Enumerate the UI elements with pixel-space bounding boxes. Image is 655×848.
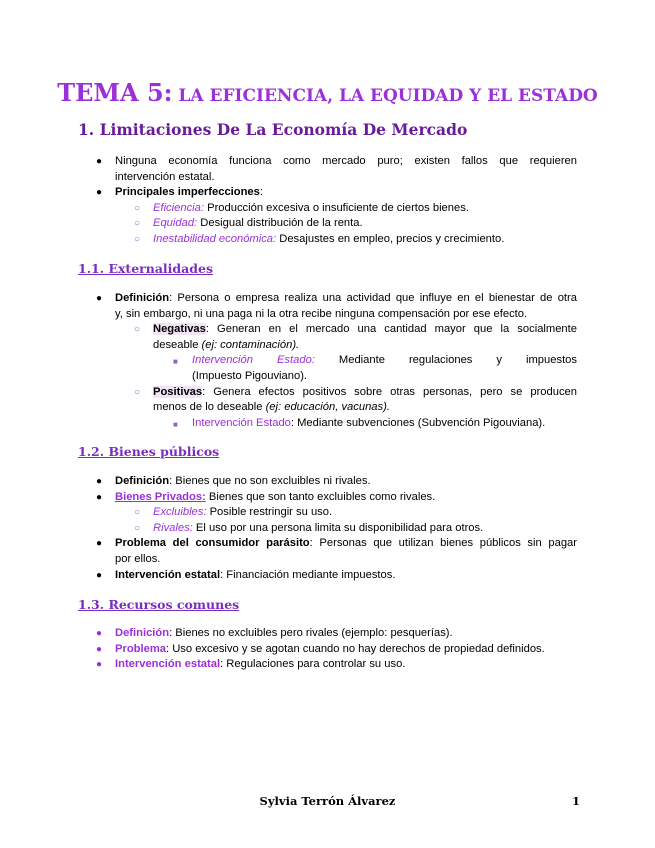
bullet-icon: ●	[96, 293, 103, 304]
positive-label: Positivas	[153, 385, 203, 398]
private-goods-text: Bienes que son tanto excluibles como rivales.	[205, 490, 436, 503]
state-intervention-label: Intervención estatal	[115, 568, 221, 581]
bullet-icon: ●	[96, 643, 103, 655]
imperfection-text: Desajustes en empleo, precios y crecimiento.	[276, 233, 505, 245]
section-1-p1-line2: intervención estatal.	[115, 170, 215, 183]
state-intervention-text: : Financiación mediante impuestos.	[220, 568, 396, 581]
free-rider-line1	[115, 536, 577, 552]
subitem-term: Rivales:	[153, 521, 193, 534]
circle-bullet-icon: ○	[134, 324, 141, 336]
circle-bullet-icon: ○	[134, 522, 141, 534]
imperfection-text: Producción excesiva o insuficiente de ciertos bienes.	[204, 201, 469, 214]
negative-text-2: deseable	[153, 338, 202, 351]
footer-author: Sylvia Terrón Álvarez	[259, 794, 396, 808]
imperfection-item	[153, 232, 504, 248]
section-1-1-heading: 1.1. Externalidades	[78, 261, 213, 276]
positive-text: : Genera efectos positivos sobre otras personas, pero se producen	[202, 385, 577, 398]
free-rider-line2: por ellos.	[115, 553, 161, 565]
subitem-text: El uso por una persona limita su disponibilidad para otros.	[192, 521, 484, 534]
negative-externality-line1	[153, 322, 577, 338]
section-1-2-heading: 1.2. Bienes públicos	[78, 444, 220, 459]
section-1-heading: 1. Limitaciones De La Economía De Mercado	[78, 120, 468, 139]
imperfections-label: Principales imperfecciones	[115, 186, 260, 199]
negative-label: Negativas	[153, 323, 206, 336]
free-rider-text: : Personas que utilizan bienes públicos sin pagar	[309, 537, 577, 550]
title-part-1: TEMA 5:	[57, 78, 173, 107]
item-label: Intervención estatal	[115, 658, 221, 671]
common-resources-item	[115, 657, 405, 673]
square-bullet-icon: ■	[173, 357, 178, 367]
positive-text-2: menos de lo deseable	[153, 401, 266, 414]
document-title	[0, 78, 655, 107]
title-part-2: LA EFICIENCIA, LA EQUIDAD Y EL ESTADO	[172, 86, 598, 106]
imperfection-term: Eficiencia:	[153, 201, 204, 214]
imperfection-item	[153, 201, 469, 217]
imperfection-term: Equidad:	[153, 217, 198, 230]
negative-text: : Generan en el mercado una cantidad mayor que la socialmente	[205, 323, 577, 336]
common-resources-item	[115, 642, 545, 658]
section-1-p2	[115, 185, 263, 201]
free-rider-label: Problema del consumidor parásito	[115, 537, 310, 550]
item-text: : Uso excesivo y se agotan cuando no hay derechos de propiedad definidos.	[165, 642, 545, 655]
circle-bullet-icon: ○	[134, 507, 141, 519]
imperfection-term: Inestabilidad económica:	[153, 233, 277, 245]
common-resources-item	[115, 626, 453, 642]
private-goods-item	[115, 490, 435, 506]
positive-example: (ej: educación, vacunas).	[265, 401, 390, 414]
bullet-icon: ●	[96, 569, 103, 581]
negative-intervention-line1	[192, 353, 577, 369]
state-intervention-item	[115, 568, 395, 584]
negative-intervention-line2: (Impuesto Pigouviano).	[192, 370, 308, 382]
item-label: Definición	[115, 627, 170, 639]
bullet-icon: ●	[96, 156, 103, 167]
definition-text: : Persona o empresa realiza una actividad que influye en el bienestar de otra	[169, 292, 577, 304]
circle-bullet-icon: ○	[134, 218, 141, 230]
bullet-icon: ●	[96, 628, 103, 639]
imperfection-item	[153, 216, 363, 232]
positive-externality-line1	[153, 385, 577, 401]
section-1-3-heading: 1.3. Recursos comunes	[78, 597, 240, 612]
positive-intervention	[192, 416, 545, 432]
bullet-icon: ●	[96, 187, 103, 199]
bullet-icon: ●	[96, 476, 103, 487]
imperfections-colon: :	[259, 186, 263, 199]
definition-label: Definición	[115, 292, 170, 304]
private-goods-label: Bienes Privados:	[115, 490, 206, 503]
subitem-term: Excluibles:	[153, 506, 207, 519]
circle-bullet-icon: ○	[134, 234, 141, 245]
externality-definition-line1	[115, 291, 577, 307]
section-1-p1-line1: Ninguna economía funciona como mercado puro; existen fallos que requieren	[115, 155, 577, 167]
subitem-text: Posible restringir su uso.	[206, 506, 333, 519]
bullet-icon: ●	[96, 659, 103, 671]
definition-text: : Bienes que no son excluibles ni rivales.	[169, 475, 371, 487]
negative-example: (ej: contaminación).	[201, 338, 300, 351]
square-bullet-icon: ■	[173, 419, 178, 429]
bullet-icon: ●	[96, 538, 103, 550]
intervention-term: Intervención Estado:	[192, 354, 315, 367]
page-number: 1	[572, 794, 581, 808]
public-goods-definition	[115, 474, 371, 490]
item-text: : Bienes no excluibles pero rivales (ejemplo: pesquerías).	[169, 627, 453, 639]
item-label: Problema	[115, 642, 166, 655]
item-text: : Regulaciones para controlar su uso.	[220, 658, 406, 671]
circle-bullet-icon: ○	[134, 386, 141, 398]
negative-externality-line2	[153, 338, 299, 354]
intervention-text: Mediante regulaciones y impuestos	[314, 354, 577, 367]
bullet-icon: ●	[96, 491, 103, 503]
private-goods-subitem	[153, 521, 483, 537]
intervention-text: : Mediante subvenciones (Subvención Pigouviana).	[290, 416, 546, 429]
definition-label: Definición	[115, 475, 170, 487]
private-goods-subitem	[153, 505, 332, 521]
circle-bullet-icon: ○	[134, 202, 141, 214]
intervention-term: Intervención Estado	[192, 416, 291, 429]
externality-definition-line2: y, sin embargo, ni una paga ni la otra recibe ninguna compensación por ese efecto.	[115, 307, 528, 320]
positive-externality-line2	[153, 400, 390, 416]
imperfection-text: Desigual distribución de la renta.	[197, 217, 363, 230]
